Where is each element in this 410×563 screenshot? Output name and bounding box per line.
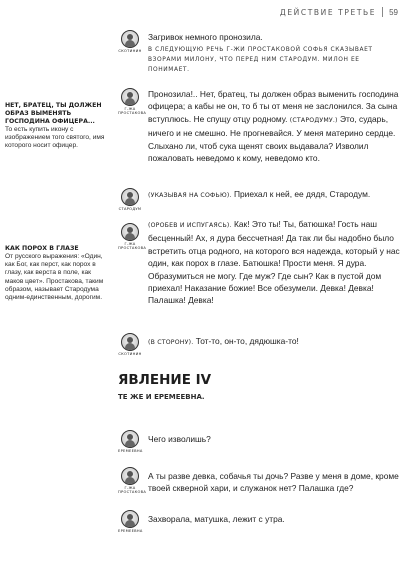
speaker-role: Г-ЖА ПРОСТАКОВА [118,486,147,495]
margin-note-text: То есть купить икону с изображением того святого, имя которого носит офицер. [5,126,105,150]
portrait-icon [121,333,139,351]
dialogue-line-3 [148,188,400,202]
stage-direction: (В СТОРОНУ). [148,339,194,346]
speaker-avatar-eremeevna [118,510,142,533]
page-number: 59 [389,7,398,17]
margin-note-heading: КАК ПОРОХ В ГЛАЗЕ [5,245,79,252]
dialogue-line-8: Захворала, матушка, лежит с утра. [148,514,285,524]
dialogue-text: Как! Это ты! Ты, батюшка! Гость наш бесценный! Ах, я дура бессчетная! Да так ли бы надобно было встретить отца родного, на которого вся надежда, который у нас один, как порох в глазе. Батюшка! Прости меня. Я дура. Образумиться не могу. Где муж? Где сын? Как в пустой дом приехал! Наказание божие! Все обезумели. Девка! Девка! Палашка! Девка! [148,219,400,306]
portrait-icon [121,430,139,448]
portrait-icon [121,188,139,206]
margin-note-text: От русского выражения: «Один, как Бог, как перст, как порох в глазу, как верста в поле, как маков цвет». Простакова, таким образом, называет Стародума одним-единственным, дорогим. [5,253,104,302]
header-divider [382,7,383,17]
scene-title: ЯВЛЕНИЕ IV [118,372,212,388]
speaker-role: Г-ЖА ПРОСТАКОВА [118,242,147,251]
running-header [280,7,398,17]
portrait-icon [121,510,139,528]
dialogue-line-4 [148,218,400,307]
dialogue-line-6: Чего изволишь? [148,434,211,444]
dialogue-text: Тот-то, он-то, дядюшка-то! [195,336,299,346]
speaker-role: СКОТИНИН [118,49,142,53]
dialogue-line-1: Загривок немного пронозила. [148,32,263,42]
speaker-role: СТАРОДУМ [118,207,142,211]
stage-direction: (СТАРОДУМУ.) [289,116,338,124]
margin-note-heading: НЕТ, БРАТЕЦ, ТЫ ДОЛЖЕН ОБРАЗ ВЫМЕНЯТЬ ГОСПОДИНА ОФИЦЕРА... [5,102,102,125]
speaker-role: ЕРЕМЕЕВНА [118,449,143,453]
portrait-icon [121,30,139,48]
portrait-icon [121,88,139,106]
speaker-avatar-starodum [118,188,142,211]
portrait-icon [121,223,139,241]
dialogue-text: Приехал к ней, ее дядя, Стародум. [233,189,371,199]
dialogue-line-7: А ты разве девка, собачья ты дочь? Разве у меня в доме, кроме твоей скверной хари, и служанок нет? Палашка где? [148,471,399,494]
speaker-avatar-eremeevna [118,430,142,453]
stage-direction: В СЛЕДУЮЩУЮ РЕЧЬ Г-ЖИ ПРОСТАКОВОЙ СОФЬЯ СКАЗЫВАЕТ ВЗОРАМИ МИЛОНУ, ЧТО ПЕРЕД НИМ СТАРОДУМ. МИЛОН ЕЕ ПОНИМАЕТ. [148,47,373,73]
speaker-avatar-prostakova [118,467,147,495]
speaker-avatar-prostakova [118,88,147,116]
dialogue-text: Это, сударь, ничего и не смешно. Не прогневайся. У меня материно сердце. Слыхано ли, чтоб сука щенят своих выдавала? Изволил пожаловать неведомо к кому, неведомо кто. [148,113,396,164]
speaker-avatar-skotinin [118,30,142,53]
portrait-icon [121,467,139,485]
dialogue-line-5 [148,335,400,349]
speaker-role: Г-ЖА ПРОСТАКОВА [118,107,147,116]
margin-note-2 [5,245,110,302]
speaker-avatar-skotinin [118,333,142,356]
dialogue-text: Пронозила!.. Нет, братец, ты должен образ выменить господина офицера; а кабы не он, то б ты от меня не заслонился. За сына вступлюсь. Не спущу отцу родному. [148,89,399,124]
stage-direction: (УКАЗЫВАЯ НА СОФЬЮ). [148,192,232,199]
scene-subtitle: ТЕ ЖЕ И ЕРЕМЕЕВНА. [118,393,205,401]
speaker-avatar-prostakova [118,223,147,251]
dialogue-line-2 [148,88,400,164]
stage-direction: (ОРОБЕВ И ИСПУГАЯСЬ). [148,222,232,229]
speaker-role: ЕРЕМЕЕВНА [118,529,143,533]
margin-note-1 [5,102,110,151]
speaker-role: СКОТИНИН [118,352,142,356]
header-title: ДЕЙСТВИЕ ТРЕТЬЕ [279,7,377,17]
